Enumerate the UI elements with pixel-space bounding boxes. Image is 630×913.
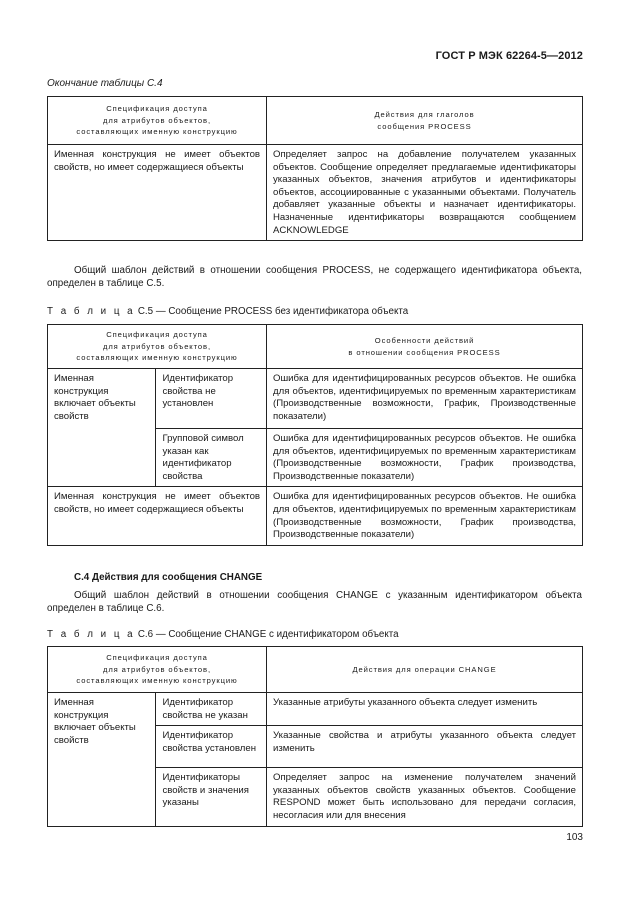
- table-c6-head-left: Спецификация доступа для атрибутов объектов, составляющих именную конструкцию: [48, 647, 267, 693]
- table-c6-row-action: Указанные свойства и атрибуты указанного объекта следует изменить: [267, 726, 583, 768]
- table-c6-head-right: Действия для операции CHANGE: [267, 647, 583, 693]
- table-c4-end-caption: Окончание таблицы С.4: [47, 78, 163, 89]
- table-c6-row-action: Указанные атрибуты указанного объекта следует изменить: [267, 693, 583, 726]
- table-c5-row-condition: Идентификатор свойства не установлен: [156, 369, 267, 429]
- table-c6-group-label: Именная конструкция включает объекты свойств: [48, 693, 156, 827]
- table-c5-head-left: Спецификация доступа для атрибутов объектов, составляющих именную конструкцию: [48, 325, 267, 369]
- table-c5-head-right: Особенности действий в отношении сообщения PROCESS: [267, 325, 583, 369]
- table-c6-row-action: Определяет запрос на изменение получателем значений указанных объектов свойств указанных объектов. Сообщение RESPOND может быть использовано для передачи согласия, несогласия или для внесения: [267, 768, 583, 826]
- table-c5-group-label: Именная конструкция включает объекты свойств: [48, 369, 156, 487]
- section-title-c4: С.4 Действия для сообщения CHANGE: [74, 572, 263, 583]
- table-c6: [47, 646, 583, 827]
- table-c4-row-action: Определяет запрос на добавление получателем указанных объектов. Сообщение определяет предлагаемые идентификаторы указанных объектов, значения атрибутов и идентификаторы объектов, ассоциированные с указанными объектами. Получатель добавляет указанные объекты и назначает идентификаторы. Назначенные идентификаторы возвращаются сообщением ACKNOWLEDGE: [267, 145, 583, 241]
- paragraph-process-template: Общий шаблон действий в отношении сообщения PROCESS, не содержащего идентификатора объекта, определен в таблице С.5.: [47, 265, 582, 289]
- paragraph-change-template: Общий шаблон действий в отношении сообщения CHANGE с указанным идентификатором объекта определен в таблице С.6.: [47, 590, 582, 614]
- table-c4-end: [47, 96, 583, 241]
- table-c5-row-action: Ошибка для идентифицированных ресурсов объектов. Не ошибка для объектов, идентифицируемых по временным характеристикам (Производственные возможности, График производства, Производственные показатели): [267, 429, 583, 487]
- document-code: ГОСТ Р МЭК 62264-5—2012: [435, 50, 583, 62]
- table-c4-head-right: Действия для глаголов сообщения PROCESS: [267, 97, 583, 145]
- table-c5-row-action: Ошибка для идентифицированных ресурсов объектов. Не ошибка для объектов, идентифицируемых по временным характеристикам (Производственные возможности, График, Производственные показатели): [267, 369, 583, 429]
- table-c6-caption: Т а б л и ц а С.6 — Сообщение CHANGE с идентификатором объекта: [47, 629, 399, 640]
- table-c5: [47, 324, 583, 546]
- table-c5-row-condition: Групповой символ указан как идентификатор свойства: [156, 429, 267, 487]
- table-c5-last-action: Ошибка для идентифицированных ресурсов объектов. Не ошибка для объектов, идентифицируемых по временным характеристикам (Производственные возможности, График производства, Производственные показатели): [267, 487, 583, 545]
- table-c4-row-condition: Именная конструкция не имеет объектов свойств, но имеет содержащиеся объекты: [48, 145, 267, 241]
- table-c6-row-condition: Идентификаторы свойств и значения указаны: [156, 768, 267, 826]
- table-c5-caption: Т а б л и ц а С.5 — Сообщение PROCESS без идентификатора объекта: [47, 306, 409, 317]
- table-c5-last-condition: Именная конструкция не имеет объектов свойств, но имеет содержащиеся объекты: [48, 487, 267, 545]
- page-number: 103: [566, 832, 583, 843]
- table-c6-row-condition: Идентификатор свойства установлен: [156, 726, 267, 768]
- table-c6-row-condition: Идентификатор свойства не указан: [156, 693, 267, 726]
- table-c4-head-left: Спецификация доступа для атрибутов объектов, составляющих именную конструкцию: [48, 97, 267, 145]
